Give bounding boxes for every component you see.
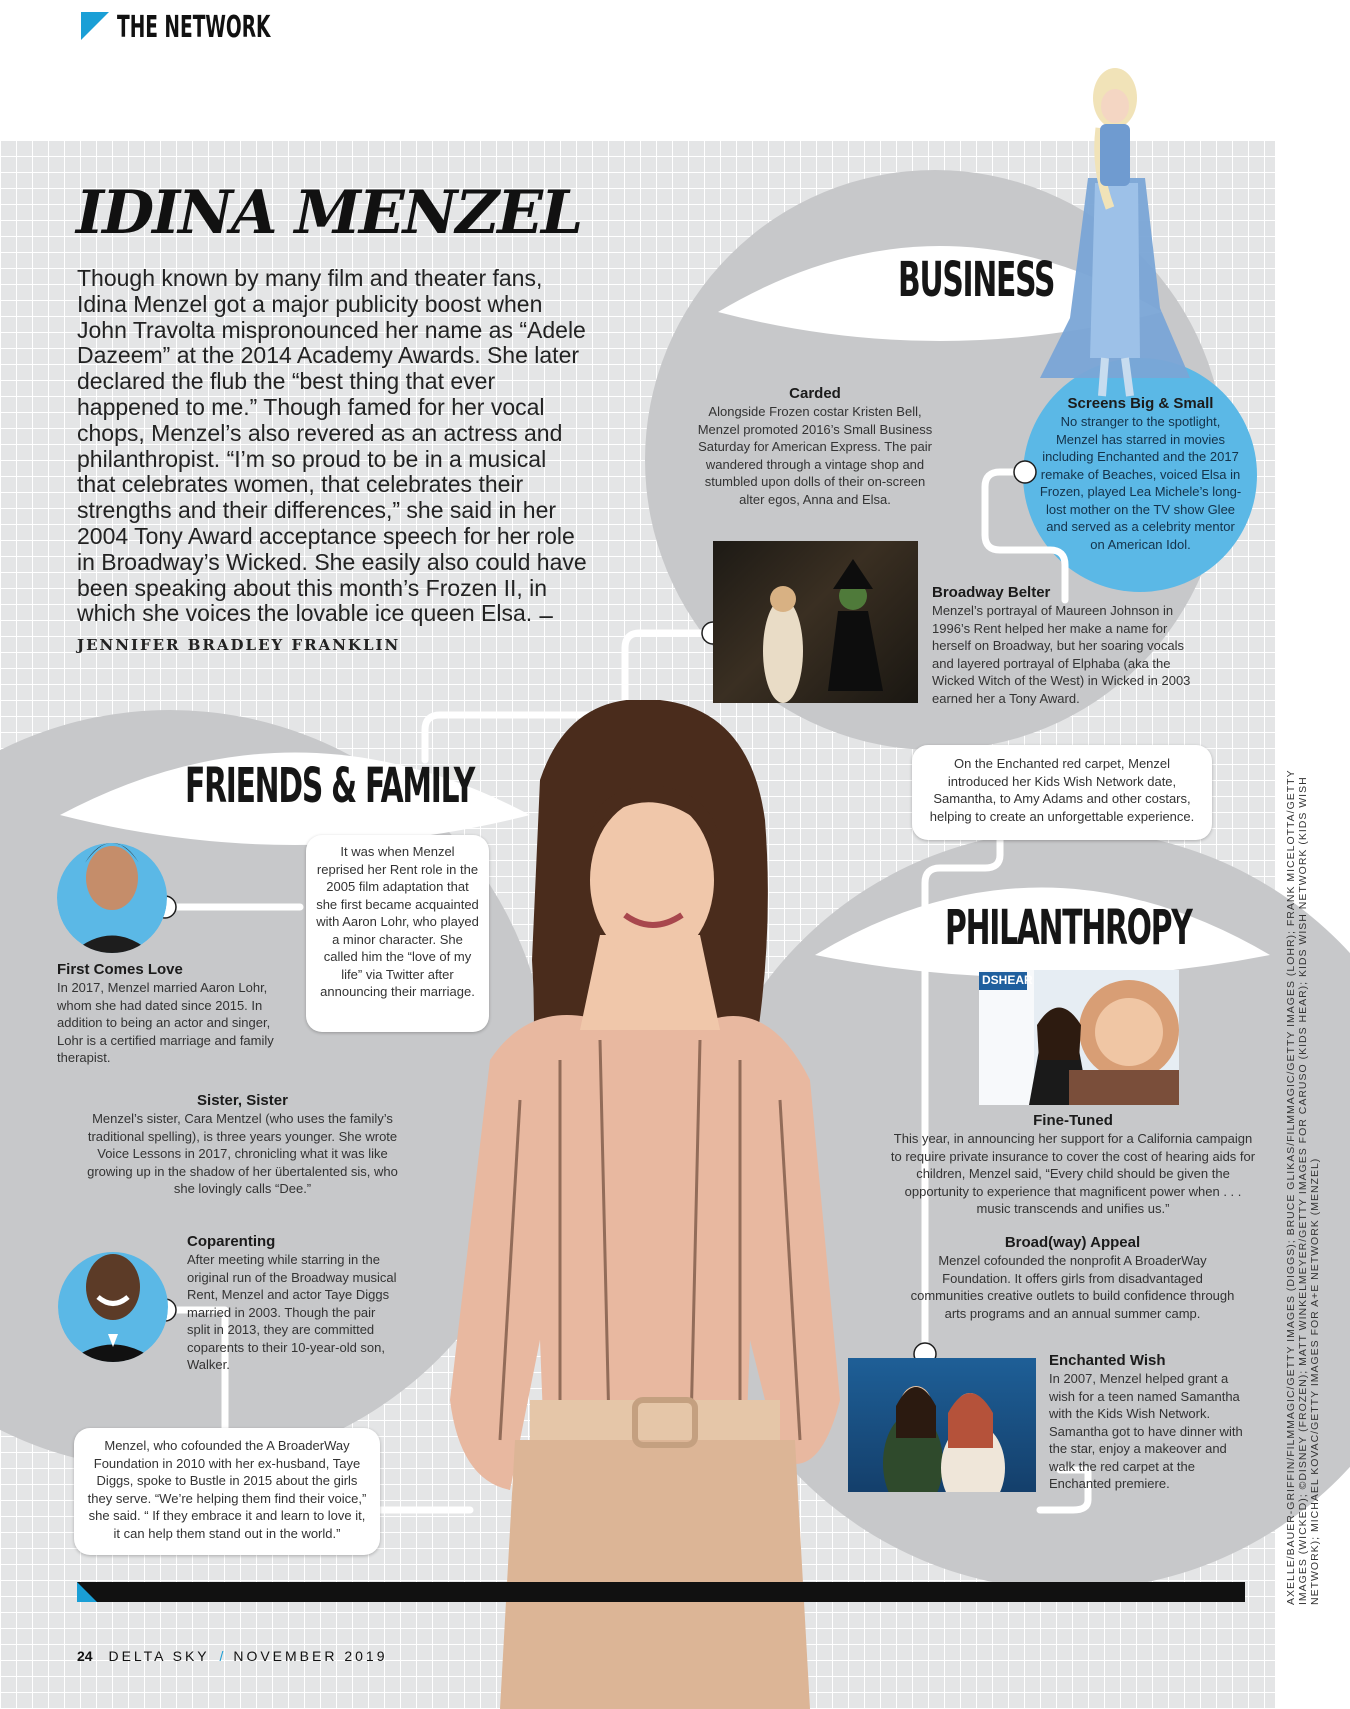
- sister-body: Menzel’s sister, Cara Mentzel (who uses the family’s traditional spelling), is three years younger. She wrote Voice Lessons in 2017, chronicling what it was like growing up in the shadow of her übertalented sis, who she lovingly calls “Dee.”: [87, 1111, 398, 1196]
- broadway-appeal-block: [905, 1234, 1240, 1322]
- broadway-belter-block: [932, 584, 1192, 707]
- enchanted-wish-block: [1049, 1352, 1249, 1493]
- page-number: 24: [77, 1648, 93, 1664]
- magazine-name: DELTA SKY: [108, 1648, 210, 1664]
- intro-text: Though known by many film and theater fans, Idina Menzel got a major publicity boost when John Travolta mispronounced her name as “Adele Dazeem” at the 2014 Academy Awards. She later declared the flub the “best thing that ever happened to me.” Though famed for her vocal chops, Menzel’s also revered as an actress and philanthropist. “I’m so proud to be in a musical that celebrates women, that celebrates their strengths and their differences,” she said in her 2004 Tony Award acceptance speech for her role in Broadway’s Wicked. She easily also could have been speaking about this month’s Frozen II, in which she voices the lovable ice queen Elsa.: [77, 265, 587, 627]
- screens-block: [1038, 395, 1243, 553]
- philanthropy-label: PHILANTHROPY: [945, 900, 1192, 956]
- kids-hear-photo: [979, 970, 1179, 1105]
- fine-tuned-heading: Fine-Tuned: [1033, 1112, 1113, 1129]
- screens-heading: Screens Big & Small: [1067, 395, 1214, 412]
- enchanted-bubble: On the Enchanted red carpet, Menzel introduced her Kids Wish Network date, Samantha, to Amy Adams and other costars, helping to create an unforgettable experience.: [912, 745, 1212, 840]
- carded-body: Alongside Frozen costar Kristen Bell, Menzel promoted 2016’s Small Business Saturday for American Express. The pair wandered through a vintage shop and stumbled upon dolls of their on-screen alter egos, Anna and Elsa.: [697, 404, 933, 507]
- business-label: BUSINESS: [898, 252, 1055, 308]
- kids-wish-photo: [848, 1358, 1036, 1492]
- carded-heading: Carded: [789, 385, 841, 402]
- wish-heading: Enchanted Wish: [1049, 1352, 1166, 1369]
- appeal-body: Menzel cofounded the nonprofit A BroaderWay Foundation. It offers girls from disadvantaged communities creative outlets to build confidence through arts programs and an annual summer camp.: [910, 1253, 1235, 1321]
- byline: — JENNIFER BRADLEY FRANKLIN: [77, 607, 556, 655]
- fine-tuned-body: This year, in announcing her support for a California campaign to require private insurance to cover the cost of hearing aids for children, Menzel said, “Every child should be given the opportunity to experience that magnificent power when . . . music transcends and unifies us.”: [890, 1131, 1256, 1216]
- lohr-avatar: [57, 818, 167, 953]
- wicked-photo: [713, 541, 918, 703]
- carded-block: [695, 385, 935, 508]
- sister-heading: Sister, Sister: [197, 1092, 288, 1109]
- fine-tuned-block: [888, 1112, 1258, 1218]
- rent-bubble: It was when Menzel reprised her Rent role in the 2005 film adaptation that she first became acquainted with Aaron Lohr, who played a minor character. She called him the “love of my life” via Twitter after announcing their marriage.: [306, 835, 489, 1032]
- belter-heading: Broadway Belter: [932, 584, 1051, 601]
- section-header: THE NETWORK: [117, 10, 271, 45]
- diggs-avatar: [58, 1222, 168, 1362]
- podium-sign-text: DSHEAR: [982, 973, 1033, 987]
- article-intro: [77, 266, 587, 659]
- coparenting-heading: Coparenting: [187, 1233, 276, 1250]
- friends-family-label: FRIENDS & FAMILY: [185, 758, 475, 814]
- first-comes-love-block: [57, 961, 287, 1067]
- photo-credits: AXELLE/BAUER-GRIFFIN/FILMMAGIC/GETTY IMAGES (DIGGS); BRUCE GLIKAS/FILMMAGIC/GETTY IMAGES (LOHR); FRANK MICELOTTA/GETTY IMAGES (WICKED); ©DISNEY (FROZEN); MATT WINKELMEYER/GETTY IMAGES FOR CARUSO (KIDS HEAR); KIDS WISH NETWORK (KIDS WISH NETWORK); MICHAEL KOVAC/GETTY IMAGES FOR A+E NETWORK (MENZEL): [1285, 769, 1321, 1605]
- menzel-portrait: [420, 700, 880, 1709]
- issue-date: NOVEMBER 2019: [233, 1648, 388, 1664]
- belter-body: Menzel’s portrayal of Maureen Johnson in 1996’s Rent helped her make a name for herself on Broadway, but her soaring vocals and layered portrayal of Elphaba (aka the Wicked Witch of the West) in Wicked in 2003 earned her a Tony Award.: [932, 603, 1191, 706]
- broaderway-bubble: Menzel, who cofounded the A BroaderWay Foundation in 2010 with her ex-husband, Taye Diggs, spoke to Bustle in 2015 about the girls they serve. “We’re helping them find their voice,” she said. “ If they embrace it and learn to love it, it can help them stand out in the world.”: [74, 1428, 380, 1555]
- elsa-illustration: [1040, 58, 1190, 398]
- first-love-body: In 2017, Menzel married Aaron Lohr, whom she had dated since 2015. In addition to being an actor and singer, Lohr is a certified marriage and family therapist.: [57, 980, 274, 1065]
- footer: [77, 1648, 388, 1664]
- article-title: IDINA MENZEL: [76, 178, 582, 248]
- coparenting-body: After meeting while starring in the original run of the Broadway musical Rent, Menzel and actor Taye Diggs married in 2003. Though the pair split in 2013, they are committed coparents to their 10-year-old son, Walker.: [187, 1252, 397, 1372]
- screens-body: No stranger to the spotlight, Menzel has starred in movies including Enchanted and the 2017 remake of Beaches, voiced Elsa in Frozen, played Lea Michele’s long-lost mother on the TV show Glee and served as a celebrity mentor on American Idol.: [1039, 414, 1242, 552]
- wish-body: In 2007, Menzel helped grant a wish for a teen named Samantha with the Kids Wish Network. Samantha got to have dinner with the star, enjoy a makeover and walk the red carpet at the Enchanted premiere.: [1049, 1371, 1243, 1491]
- bottom-bar-accent: [77, 1582, 97, 1602]
- sister-block: [80, 1092, 405, 1198]
- coparenting-block: [187, 1233, 397, 1374]
- appeal-heading: Broad(way) Appeal: [1004, 1234, 1141, 1251]
- first-love-heading: First Comes Love: [57, 961, 183, 978]
- bottom-bar: [77, 1582, 1245, 1602]
- footer-separator: /: [219, 1648, 224, 1664]
